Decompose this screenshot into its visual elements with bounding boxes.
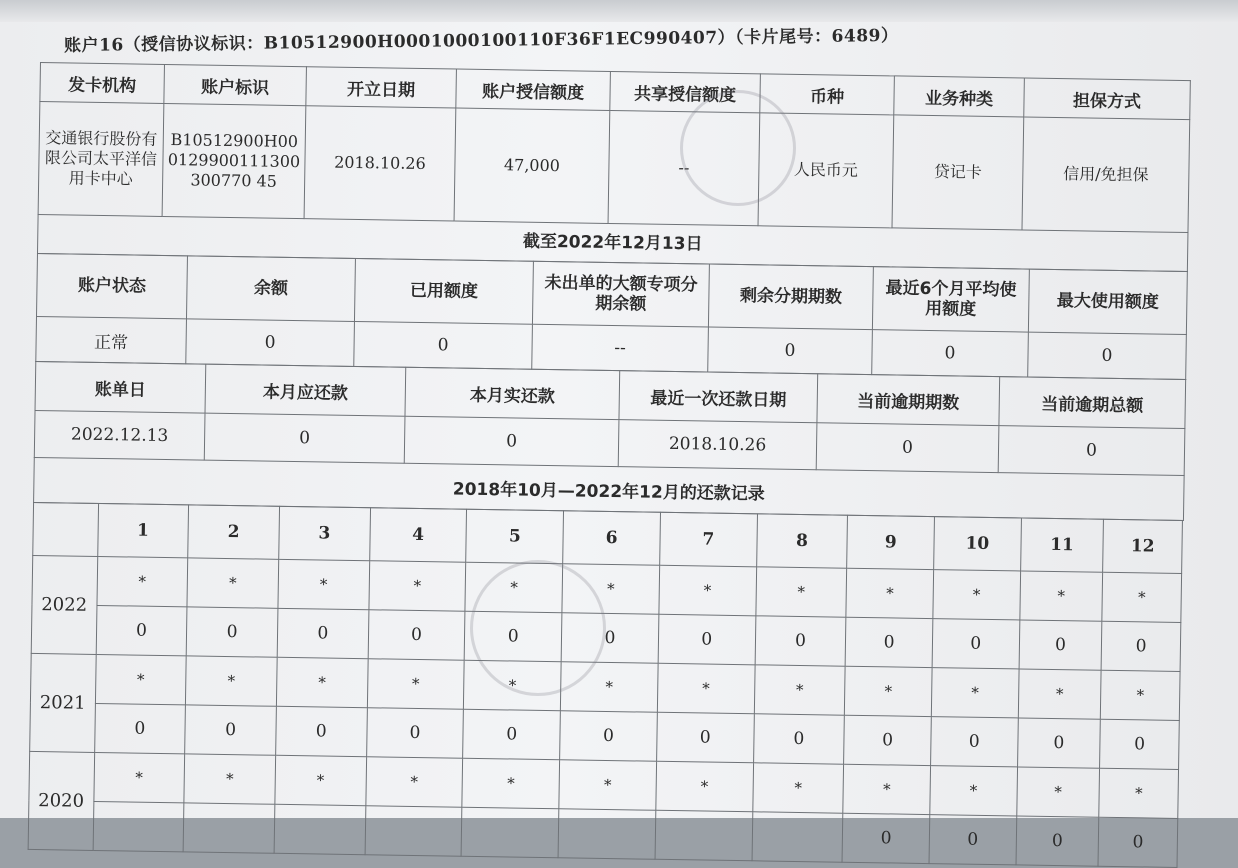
history-amount-cell: 0 [844,715,931,765]
status-header-cell: 账户状态 [37,253,188,318]
history-amount-cell: 0 [560,711,658,762]
bill-header-cell: 当前逾期期数 [817,374,1000,426]
history-amount-cell: 0 [561,613,659,664]
installment-balance: -- [532,324,709,372]
history-amount-cell: 0 [753,714,844,764]
bill-header-cell: 账单日 [35,361,206,413]
history-status-cell: * [562,564,660,615]
info-header-cell: 账户标识 [164,64,307,105]
history-amount-cell [183,803,274,853]
history-amount-cell: 0 [658,614,756,665]
history-status-cell: * [659,565,757,616]
history-amount-cell: 0 [96,605,187,655]
month-header: 3 [279,506,371,560]
history-status-cell: * [559,760,657,811]
repayment-history-table [28,502,1183,868]
history-status-cell: * [1102,572,1181,622]
history-amount-cell: 0 [755,616,846,666]
currency: 人民币元 [758,113,894,228]
history-status-cell: * [95,654,186,704]
history-year: 2021 [30,653,96,752]
history-amount-cell: 0 [185,705,276,755]
history-amount-cell: 0 [1098,817,1177,867]
history-status-cell: * [931,668,1018,718]
history-status-cell: * [465,562,563,613]
history-amount-cell: 0 [1100,719,1179,769]
account-sheet [28,62,1190,868]
account-title-close: ） [880,25,899,47]
overdue-periods: 0 [816,423,999,473]
bill-table [33,361,1186,521]
history-status-cell: * [755,567,846,617]
issuer-name: 交通银行股份有限公司太平洋信用卡中心 [38,102,164,217]
status-header-cell: 最近6个月平均使用额度 [872,267,1029,332]
history-status-cell: * [1016,767,1099,817]
history-year: 2022 [31,555,97,654]
guarantee-type: 信用/免担保 [1022,117,1190,233]
agreement-id: B10512900H0001000100110F36F1EC990407 [263,28,718,54]
month-header: 5 [466,509,564,564]
month-header: 7 [660,512,758,567]
status-table [35,253,1188,380]
status-header-cell: 已用额度 [354,258,533,324]
bill-header-cell: 本月应还款 [205,364,406,416]
max-usage: 0 [1028,332,1187,379]
history-amount-cell: 0 [932,619,1019,669]
bill-header-cell: 最近一次还款日期 [619,371,818,423]
history-amount-cell: 0 [186,607,277,657]
card-tail-number: 6489 [831,26,882,47]
account-title-prefix: 账户16（授信协议标识： [63,33,264,57]
month-header: 8 [756,514,848,568]
info-header-cell: 共享授信额度 [610,71,761,112]
history-status-cell: * [1018,669,1101,719]
history-amount-cell: 0 [1019,620,1102,670]
history-status-cell: * [1101,670,1180,720]
history-status-cell: * [276,657,367,707]
status-header-cell: 余额 [186,256,355,322]
history-status-cell: * [843,764,930,814]
history-amount-cell: 0 [931,717,1018,767]
history-status-cell: * [184,754,275,804]
history-status-cell: * [1020,571,1103,621]
credit-limit: 47,000 [454,108,610,223]
open-date: 2018.10.26 [304,106,456,221]
month-header: 12 [1103,519,1183,573]
history-status-cell: * [930,766,1017,816]
history-status-cell: * [275,755,366,805]
history-status-cell: * [93,752,184,802]
history-amount-cell: 0 [1017,718,1100,768]
history-status-cell: * [754,665,845,715]
history-amount-cell: 0 [463,709,561,760]
account-title [64,21,899,56]
avg-usage-6m: 0 [872,330,1029,377]
last-payment-date: 2018.10.26 [618,420,817,470]
history-status-cell: * [846,568,933,618]
history-amount-cell [461,807,559,858]
bill-header-cell: 当前逾期总额 [999,377,1186,429]
history-amount-cell [365,806,463,857]
history-amount-cell: 0 [1016,816,1099,866]
account-status: 正常 [36,316,187,363]
month-header: 4 [369,508,467,563]
history-amount-cell [558,809,656,860]
history-status-cell: * [752,763,843,813]
status-header-cell: 最大使用额度 [1028,269,1187,334]
as-of-date: 截至2022年12月13日 [37,214,1187,271]
balance: 0 [186,319,355,367]
history-amount-cell: 0 [465,611,563,662]
history-status-cell: * [186,656,277,706]
due-this-month: 0 [204,413,405,463]
history-amount-cell: 0 [929,815,1016,865]
history-title: 2018年10月—2022年12月的还款记录 [34,457,1185,520]
history-status-cell: * [462,758,560,809]
history-amount-cell: 0 [94,703,185,753]
year-header-blank [33,502,98,556]
month-header: 11 [1020,518,1103,572]
history-amount-cell [752,812,843,862]
account-identifier: B10512900H000129900111300300770 45 [162,103,306,218]
history-amount-cell [274,804,365,854]
history-status-cell: * [464,660,562,711]
history-amount-cell: 0 [277,608,368,658]
history-status-cell: * [96,556,187,606]
status-header-cell: 未出单的大额专项分期余额 [532,261,709,327]
info-header-cell: 币种 [760,74,895,115]
history-amount-cell: 0 [276,706,367,756]
bill-header-cell: 本月实还款 [405,367,620,419]
history-status-cell: * [187,558,278,608]
history-status-cell: * [657,663,755,714]
info-header-cell: 账户授信额度 [456,69,611,110]
history-status-cell: * [933,570,1020,620]
history-status-cell: * [656,761,754,812]
history-status-cell: * [369,561,467,612]
shared-credit-limit: -- [608,110,760,225]
info-header-cell: 担保方式 [1024,78,1191,120]
remaining-installments: 0 [708,327,873,375]
history-amount-cell: 0 [366,708,464,759]
month-header: 1 [97,503,189,557]
history-year: 2020 [28,751,94,850]
history-amount-cell: 0 [656,712,754,763]
month-header: 6 [563,511,661,566]
info-table [37,62,1191,272]
info-value-row [38,102,1190,233]
status-header-cell: 剩余分期期数 [708,264,873,330]
month-header: 10 [934,517,1021,571]
history-amount-cell [93,801,184,851]
history-amount-cell: 0 [1101,621,1180,671]
history-status-cell: * [845,666,932,716]
history-status-cell: * [365,757,463,808]
paid-this-month: 0 [404,416,619,466]
history-amount-cell: 0 [368,610,466,661]
month-header: 9 [847,515,934,569]
history-amount-cell: 0 [845,617,932,667]
business-type: 贷记卡 [892,115,1024,230]
info-header-cell: 开立日期 [306,67,457,108]
info-header-cell: 发卡机构 [40,63,165,104]
account-title-suffix: ）（卡片尾号： [717,26,832,49]
history-amount-cell: 0 [842,813,929,863]
month-header: 2 [188,505,280,559]
info-header-cell: 业务种类 [894,76,1025,117]
used-limit: 0 [354,321,533,369]
billing-date: 2022.12.13 [34,410,205,460]
overdue-amount: 0 [998,426,1185,476]
history-status-cell: * [1099,768,1178,818]
history-status-cell: * [560,662,658,713]
history-status-cell: * [278,559,369,609]
page-top-edge [0,0,1238,22]
history-status-cell: * [367,659,465,710]
